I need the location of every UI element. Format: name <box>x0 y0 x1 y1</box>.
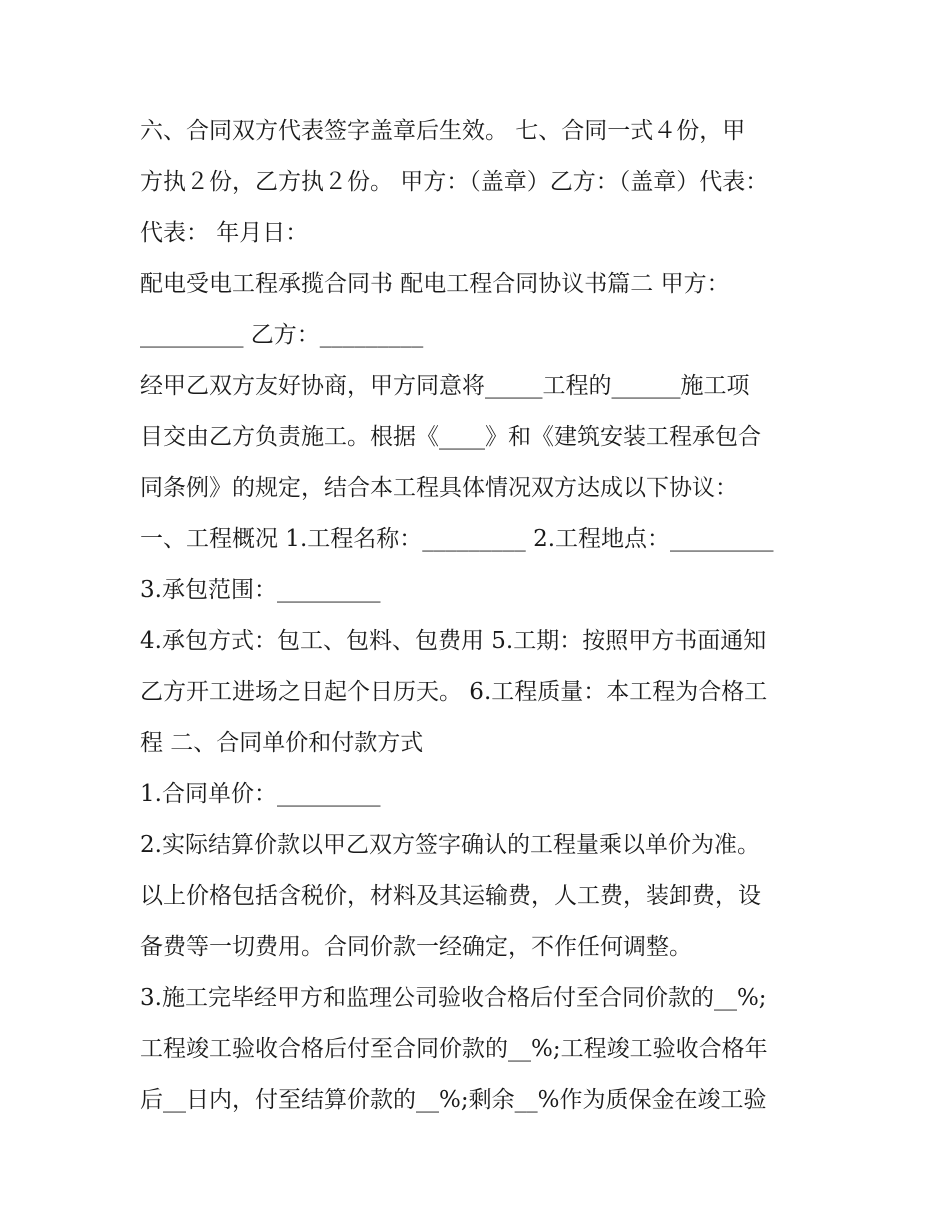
text-line: 方执２份，乙方执２份。 甲方：（盖章）乙方：（盖章）代表： <box>140 169 769 195</box>
document-page <box>140 106 820 1126</box>
text-line: 一、工程概况 1.工程名称：_________ 2.工程地点：_________ <box>140 526 774 552</box>
text-line: 目交由乙方负责施工。根据《____》和《建筑安装工程承包合 <box>140 424 761 450</box>
text-line: 备费等一切费用。合同价款一经确定，不作任何调整。 <box>140 934 692 960</box>
text-line: 程 二、合同单价和付款方式 <box>140 730 424 756</box>
text-line: 乙方开工进场之日起个日历天。 6.工程质量：本工程为合格工 <box>140 679 768 705</box>
text-line: 工程竣工验收合格后付至合同价款的__%;工程竣工验收合格年 <box>140 1036 768 1062</box>
text-line: 后__日内，付至结算价款的__%;剩余__%作为质保金在竣工验 <box>140 1087 767 1113</box>
text-line: 3.施工完毕经甲方和监理公司验收合格后付至合同价款的__%; <box>140 985 767 1011</box>
text-line: 同条例》的规定，结合本工程具体情况双方达成以下协议： <box>140 475 738 501</box>
text-line: 4.承包方式：包工、包料、包费用 5.工期：按照甲方书面通知 <box>140 628 767 654</box>
text-line: 1.合同单价：_________ <box>140 781 381 807</box>
text-line: 经甲乙双方友好协商，甲方同意将_____工程的______施工项 <box>140 373 750 399</box>
text-line: 配电受电工程承揽合同书 配电工程合同协议书篇二 甲方： <box>140 271 730 297</box>
text-line: 2.实际结算价款以甲乙双方签字确认的工程量乘以单价为准。 <box>140 832 760 858</box>
text-line: 3.承包范围：_________ <box>140 577 381 603</box>
text-line: 六、合同双方代表签字盖章后生效。 七、合同一式４份，甲 <box>140 118 746 144</box>
text-line: _________ 乙方：_________ <box>140 322 424 348</box>
text-line: 以上价格包括含税价，材料及其运输费，人工费，装卸费，设 <box>140 883 761 909</box>
text-line: 代表： 年月日： <box>140 220 309 246</box>
